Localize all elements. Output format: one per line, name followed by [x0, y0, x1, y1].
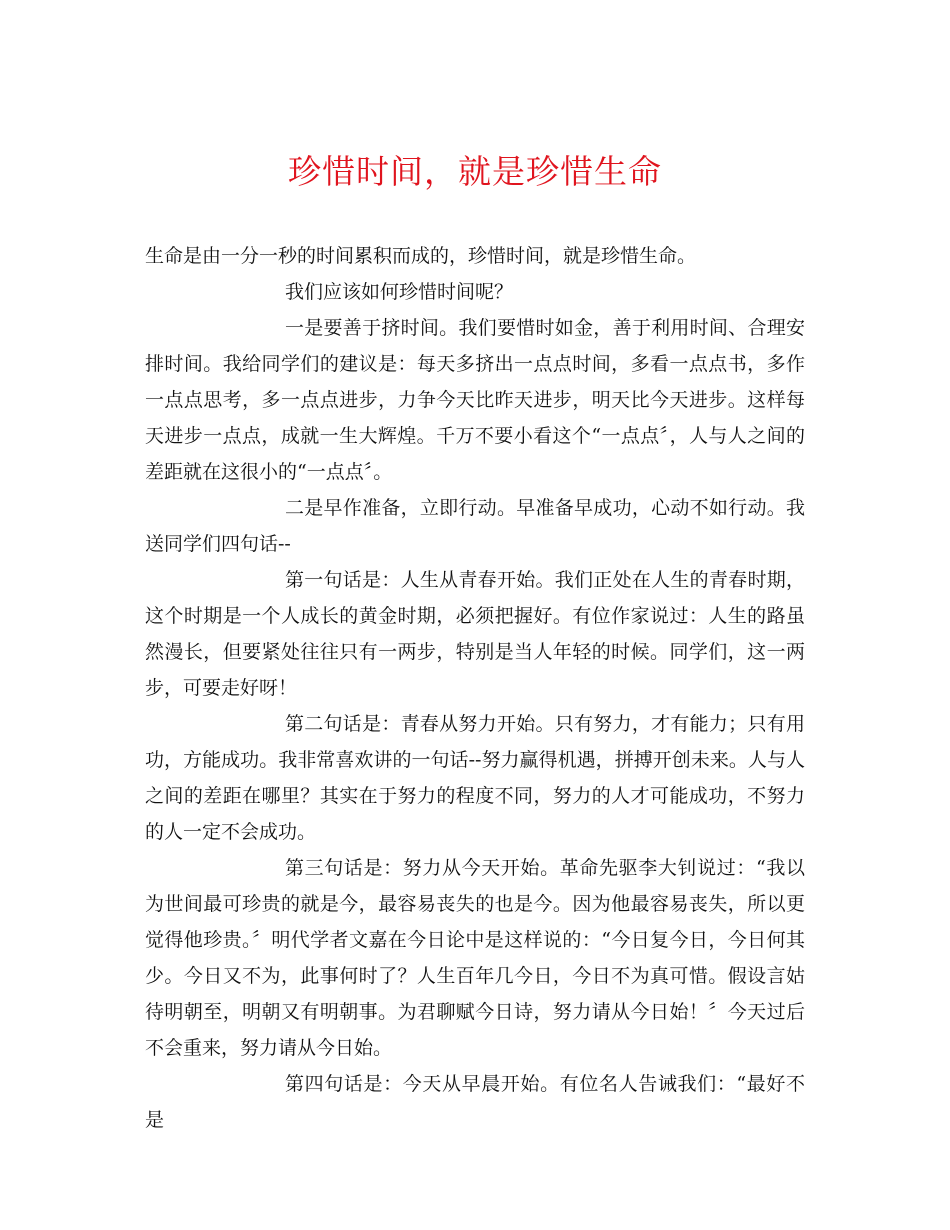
paragraph-point-one: 一是要善于挤时间。我们要惜时如金，善于利用时间、合理安排时间。我给同学们的建议是：每天多挤出一点点时间，多看一点点书，多作一点点思考，多一点点进步，力争今天比昨天进步，明天比今天进步。这样每天进步一点点，成就一生大辉煌。千万不要小看这个“一点点〞，人与人之间的差距就在这很小的“一点点〞。 — [145, 317, 805, 483]
paragraph-saying-three: 第三句话是：努力从今天开始。革命先驱李大钊说过：“我以为世间最可珍贵的就是今，最容易丧失的也是今。因为他最容易丧失，所以更觉得他珍贵。〞明代学者文嘉在今日论中是这样说的：“今日复今日，今日何其少。今日又不为，此事何时了？人生百年几今日，今日不为真可惜。假设言姑待明朝至，明朝又有明朝事。为君聊赋今日诗，努力请从今日始！〞今天过后不会重来，努力请从今日始。 — [145, 857, 805, 1059]
paragraph-intro: 生命是由一分一秒的时间累积而成的，珍惜时间，就是珍惜生命。 — [145, 245, 697, 267]
paragraph-saying-four: 第四句话是：今天从早晨开始。有位名人告诫我们：“最好不是 — [145, 1073, 805, 1131]
paragraph-point-two: 二是早作准备，立即行动。早准备早成功，心动不如行动。我送同学们四句话-- — [145, 497, 805, 555]
document-body — [145, 238, 805, 1138]
document-title: 珍惜时间，就是珍惜生命 — [288, 152, 662, 192]
paragraph-question: 我们应该如何珍惜时间呢？ — [285, 281, 514, 303]
paragraph-saying-two: 第二句话是：青春从努力开始。只有努力，才有能力；只有用功，方能成功。我非常喜欢讲的一句话--努力赢得机遇，拼搏开创未来。人与人之间的差距在哪里？其实在于努力的程度不同，努力的人才可能成功，不努力的人一定不会成功。 — [145, 713, 805, 843]
paragraph-saying-one: 第一句话是：人生从青春开始。我们正处在人生的青春时期，这个时期是一个人成长的黄金时期，必须把握好。有位作家说过：人生的路虽然漫长，但要紧处往往只有一两步，特别是当人年轻的时候。同学们，这一两步，可要走好呀！ — [145, 569, 805, 699]
